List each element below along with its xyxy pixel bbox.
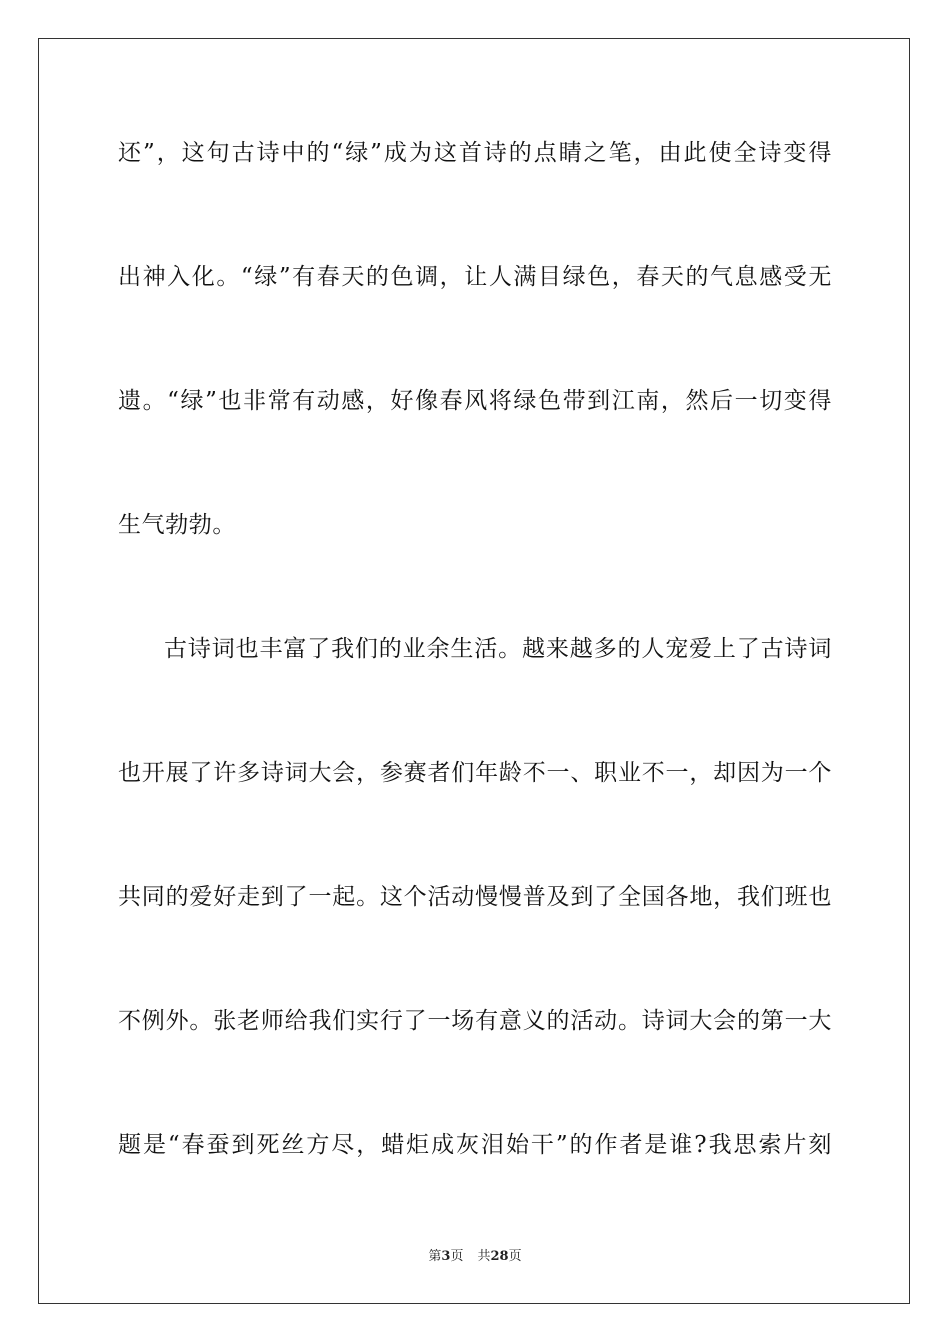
body-text-line: 题是“春蚕到死丝方尽，蜡炬成灰泪始干”的作者是谁?我思索片刻 (118, 1132, 832, 1158)
page-footer (0, 1248, 950, 1266)
body-text-line: 不例外。张老师给我们实行了一场有意义的活动。诗词大会的第一大 (118, 1008, 832, 1034)
total-pages: 28 (490, 1249, 509, 1264)
total-label-prefix: 共 (477, 1249, 491, 1264)
total-label-suffix: 页 (508, 1249, 522, 1264)
body-text-line: 还”，这句古诗中的“绿”成为这首诗的点睛之笔，由此使全诗变得 (118, 140, 832, 166)
body-text-line: 出神入化。“绿”有春天的色调，让人满目绿色，春天的气息感受无 (118, 264, 832, 290)
body-text-line: 遗。“绿”也非常有动感，好像春风将绿色带到江南，然后一切变得 (118, 388, 832, 414)
page-label-prefix: 第 (428, 1249, 442, 1264)
page-number: 3 (441, 1249, 451, 1264)
page-border (38, 38, 910, 1304)
body-text-line: 生气勃勃。 (118, 512, 236, 538)
paragraph-first-line: 古诗词也丰富了我们的业余生活。越来越多的人宠爱上了古诗词 (164, 636, 832, 662)
body-text-line: 也开展了许多诗词大会，参赛者们年龄不一、职业不一，却因为一个 (118, 760, 832, 786)
page-label-suffix: 页 (450, 1249, 464, 1264)
body-text-line: 共同的爱好走到了一起。这个活动慢慢普及到了全国各地，我们班也 (118, 884, 832, 910)
